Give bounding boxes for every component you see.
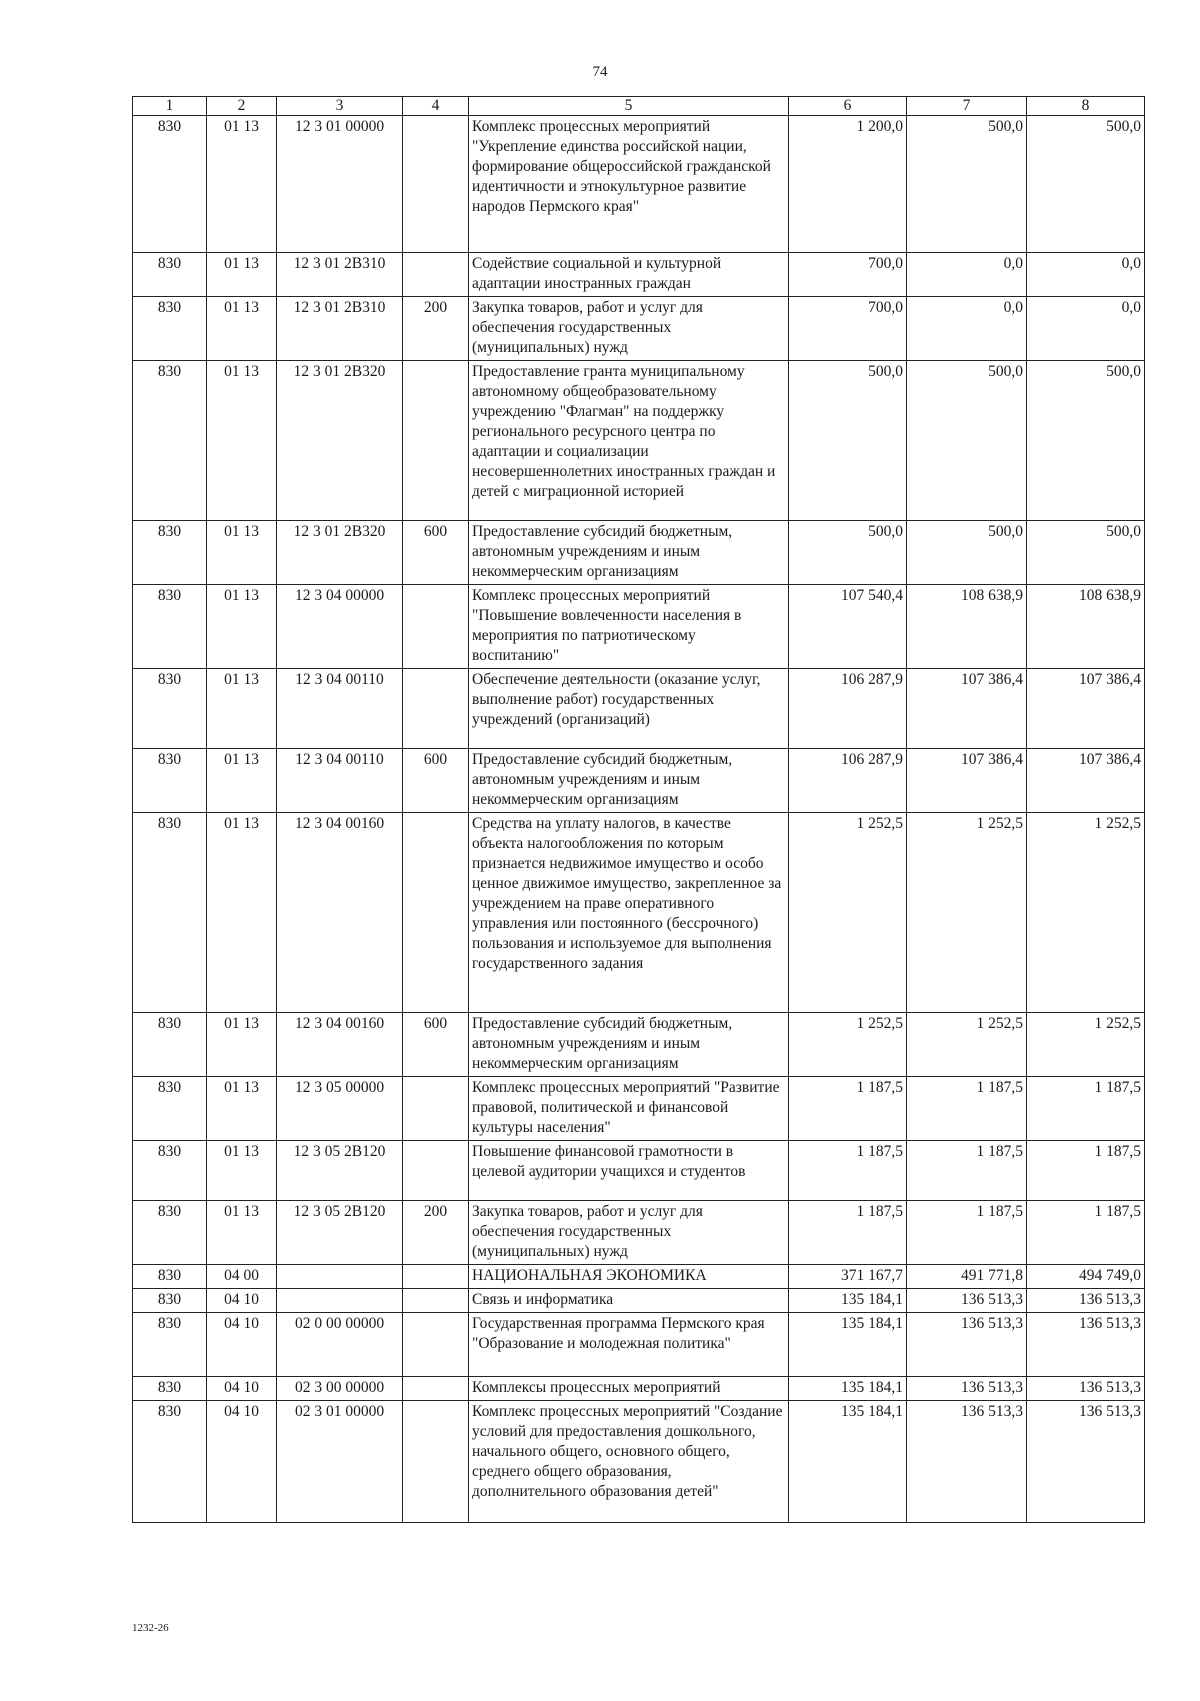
amount-cell-8: 0,0 — [1027, 297, 1145, 361]
admin-code-cell: 830 — [133, 1141, 207, 1201]
amount-cell-6: 1 252,5 — [789, 813, 907, 1013]
table-row — [133, 1201, 1145, 1265]
table-row — [133, 1265, 1145, 1289]
section-code-cell: 01 13 — [207, 1141, 277, 1201]
amount-cell-8: 500,0 — [1027, 116, 1145, 253]
section-code-cell: 01 13 — [207, 1077, 277, 1141]
amount-cell-8: 108 638,9 — [1027, 585, 1145, 669]
amount-cell-6: 107 540,4 — [789, 585, 907, 669]
expense-type-cell — [403, 253, 469, 297]
amount-cell-8: 1 252,5 — [1027, 813, 1145, 1013]
amount-cell-6: 1 252,5 — [789, 1013, 907, 1077]
amount-cell-7: 500,0 — [907, 361, 1027, 521]
table-row — [133, 361, 1145, 521]
expense-type-cell — [403, 1377, 469, 1401]
table-row — [133, 749, 1145, 813]
amount-cell-6: 371 167,7 — [789, 1265, 907, 1289]
admin-code-cell: 830 — [133, 669, 207, 749]
target-code-cell: 12 3 01 2В310 — [277, 253, 403, 297]
description-cell: Обеспечение деятельности (оказание услуг, выполнение работ) государственных учреждений (организаций) — [469, 669, 789, 749]
section-code-cell: 01 13 — [207, 361, 277, 521]
table-row — [133, 116, 1145, 253]
admin-code-cell: 830 — [133, 1313, 207, 1377]
amount-cell-8: 0,0 — [1027, 253, 1145, 297]
amount-cell-7: 1 252,5 — [907, 813, 1027, 1013]
section-code-cell: 01 13 — [207, 116, 277, 253]
table-row — [133, 1401, 1145, 1523]
column-header: 2 — [207, 97, 277, 116]
expense-type-cell — [403, 361, 469, 521]
description-cell: Содействие социальной и культурной адаптации иностранных граждан — [469, 253, 789, 297]
description-cell: Предоставление субсидий бюджетным, автономным учреждениям и иным некоммерческим организациям — [469, 1013, 789, 1077]
amount-cell-6: 135 184,1 — [789, 1401, 907, 1523]
amount-cell-6: 1 187,5 — [789, 1077, 907, 1141]
amount-cell-7: 1 187,5 — [907, 1201, 1027, 1265]
amount-cell-6: 1 187,5 — [789, 1141, 907, 1201]
amount-cell-6: 700,0 — [789, 253, 907, 297]
section-code-cell: 04 10 — [207, 1377, 277, 1401]
table-row — [133, 521, 1145, 585]
target-code-cell: 12 3 05 00000 — [277, 1077, 403, 1141]
expense-type-cell: 200 — [403, 297, 469, 361]
amount-cell-7: 136 513,3 — [907, 1313, 1027, 1377]
target-code-cell: 12 3 04 00160 — [277, 813, 403, 1013]
section-code-cell: 01 13 — [207, 585, 277, 669]
target-code-cell: 12 3 04 00110 — [277, 669, 403, 749]
table-header-row — [133, 97, 1145, 116]
section-code-cell: 04 10 — [207, 1313, 277, 1377]
amount-cell-7: 136 513,3 — [907, 1289, 1027, 1313]
amount-cell-8: 136 513,3 — [1027, 1313, 1145, 1377]
section-code-cell: 01 13 — [207, 749, 277, 813]
amount-cell-6: 135 184,1 — [789, 1313, 907, 1377]
target-code-cell: 02 3 01 00000 — [277, 1401, 403, 1523]
table-row — [133, 585, 1145, 669]
table-body — [133, 116, 1145, 1523]
expense-type-cell — [403, 1141, 469, 1201]
section-code-cell: 01 13 — [207, 669, 277, 749]
budget-table — [132, 96, 1145, 1523]
target-code-cell: 12 3 05 2В120 — [277, 1201, 403, 1265]
admin-code-cell: 830 — [133, 361, 207, 521]
column-header: 3 — [277, 97, 403, 116]
table-row — [133, 297, 1145, 361]
section-code-cell: 04 10 — [207, 1401, 277, 1523]
amount-cell-6: 1 200,0 — [789, 116, 907, 253]
admin-code-cell: 830 — [133, 1201, 207, 1265]
amount-cell-8: 1 187,5 — [1027, 1201, 1145, 1265]
target-code-cell: 12 3 01 00000 — [277, 116, 403, 253]
section-code-cell: 01 13 — [207, 521, 277, 585]
table-row — [133, 1313, 1145, 1377]
expense-type-cell — [403, 585, 469, 669]
table-row — [133, 669, 1145, 749]
amount-cell-7: 107 386,4 — [907, 669, 1027, 749]
target-code-cell: 12 3 04 00000 — [277, 585, 403, 669]
amount-cell-8: 1 187,5 — [1027, 1141, 1145, 1201]
expense-type-cell: 600 — [403, 521, 469, 585]
table-row — [133, 1289, 1145, 1313]
amount-cell-6: 106 287,9 — [789, 669, 907, 749]
admin-code-cell: 830 — [133, 297, 207, 361]
admin-code-cell: 830 — [133, 1289, 207, 1313]
table-row — [133, 253, 1145, 297]
amount-cell-7: 1 187,5 — [907, 1077, 1027, 1141]
amount-cell-8: 494 749,0 — [1027, 1265, 1145, 1289]
description-cell: НАЦИОНАЛЬНАЯ ЭКОНОМИКА — [469, 1265, 789, 1289]
description-cell: Средства на уплату налогов, в качестве объекта налогообложения по которым признается недвижимое имущество и особо ценное движимое имущество, закрепленное за учреждением на праве оперативного управления или постоянного (бессрочного) пользования и используемое для выполнения государственного задания — [469, 813, 789, 1013]
column-header: 7 — [907, 97, 1027, 116]
admin-code-cell: 830 — [133, 521, 207, 585]
description-cell: Связь и информатика — [469, 1289, 789, 1313]
admin-code-cell: 830 — [133, 749, 207, 813]
amount-cell-6: 500,0 — [789, 361, 907, 521]
admin-code-cell: 830 — [133, 1077, 207, 1141]
expense-type-cell — [403, 1265, 469, 1289]
target-code-cell: 12 3 01 2В320 — [277, 361, 403, 521]
amount-cell-7: 136 513,3 — [907, 1401, 1027, 1523]
column-header: 6 — [789, 97, 907, 116]
description-cell: Комплекс процессных мероприятий "Развитие правовой, политической и финансовой культуры населения" — [469, 1077, 789, 1141]
table-row — [133, 1377, 1145, 1401]
column-header: 1 — [133, 97, 207, 116]
amount-cell-8: 107 386,4 — [1027, 749, 1145, 813]
amount-cell-7: 136 513,3 — [907, 1377, 1027, 1401]
admin-code-cell: 830 — [133, 813, 207, 1013]
expense-type-cell: 200 — [403, 1201, 469, 1265]
expense-type-cell — [403, 1077, 469, 1141]
amount-cell-7: 0,0 — [907, 253, 1027, 297]
description-cell: Закупка товаров, работ и услуг для обеспечения государственных (муниципальных) нужд — [469, 297, 789, 361]
description-cell: Комплекс процессных мероприятий "Укрепление единства российской нации, формирование общероссийской гражданской идентичности и этнокультурное развитие народов Пермского края" — [469, 116, 789, 253]
description-cell: Предоставление субсидий бюджетным, автономным учреждениям и иным некоммерческим организациям — [469, 521, 789, 585]
admin-code-cell: 830 — [133, 116, 207, 253]
amount-cell-8: 500,0 — [1027, 521, 1145, 585]
section-code-cell: 04 10 — [207, 1289, 277, 1313]
amount-cell-7: 1 187,5 — [907, 1141, 1027, 1201]
amount-cell-8: 1 252,5 — [1027, 1013, 1145, 1077]
table-row — [133, 813, 1145, 1013]
amount-cell-6: 106 287,9 — [789, 749, 907, 813]
expense-type-cell — [403, 669, 469, 749]
section-code-cell: 01 13 — [207, 253, 277, 297]
description-cell: Комплекс процессных мероприятий "Создание условий для предоставления дошкольного, начального общего, основного общего, среднего общего образования, дополнительного образования детей" — [469, 1401, 789, 1523]
amount-cell-7: 500,0 — [907, 116, 1027, 253]
target-code-cell — [277, 1289, 403, 1313]
table-row — [133, 1013, 1145, 1077]
description-cell: Предоставление гранта муниципальному автономному общеобразовательному учреждению "Флагман" на поддержку регионального ресурсного центра по адаптации и социализации несовершеннолетних иностранных граждан и детей с миграционной историей — [469, 361, 789, 521]
target-code-cell: 12 3 04 00110 — [277, 749, 403, 813]
admin-code-cell: 830 — [133, 1265, 207, 1289]
target-code-cell: 12 3 01 2В320 — [277, 521, 403, 585]
expense-type-cell — [403, 1289, 469, 1313]
admin-code-cell: 830 — [133, 1401, 207, 1523]
expense-type-cell — [403, 1313, 469, 1377]
amount-cell-6: 1 187,5 — [789, 1201, 907, 1265]
column-header: 4 — [403, 97, 469, 116]
target-code-cell: 02 0 00 00000 — [277, 1313, 403, 1377]
expense-type-cell — [403, 116, 469, 253]
amount-cell-8: 136 513,3 — [1027, 1289, 1145, 1313]
amount-cell-6: 135 184,1 — [789, 1377, 907, 1401]
description-cell: Предоставление субсидий бюджетным, автономным учреждениям и иным некоммерческим организациям — [469, 749, 789, 813]
table-row — [133, 1077, 1145, 1141]
target-code-cell: 02 3 00 00000 — [277, 1377, 403, 1401]
footer-code: 1232-26 — [132, 1622, 169, 1634]
expense-type-cell: 600 — [403, 1013, 469, 1077]
admin-code-cell: 830 — [133, 1013, 207, 1077]
amount-cell-8: 136 513,3 — [1027, 1401, 1145, 1523]
expense-type-cell: 600 — [403, 749, 469, 813]
section-code-cell: 01 13 — [207, 813, 277, 1013]
description-cell: Повышение финансовой грамотности в целевой аудитории учащихся и студентов — [469, 1141, 789, 1201]
amount-cell-7: 0,0 — [907, 297, 1027, 361]
section-code-cell: 04 00 — [207, 1265, 277, 1289]
amount-cell-7: 108 638,9 — [907, 585, 1027, 669]
amount-cell-7: 107 386,4 — [907, 749, 1027, 813]
expense-type-cell — [403, 813, 469, 1013]
description-cell: Государственная программа Пермского края "Образование и молодежная политика" — [469, 1313, 789, 1377]
table-row — [133, 1141, 1145, 1201]
amount-cell-6: 700,0 — [789, 297, 907, 361]
description-cell: Закупка товаров, работ и услуг для обеспечения государственных (муниципальных) нужд — [469, 1201, 789, 1265]
amount-cell-8: 500,0 — [1027, 361, 1145, 521]
amount-cell-7: 1 252,5 — [907, 1013, 1027, 1077]
target-code-cell — [277, 1265, 403, 1289]
amount-cell-8: 107 386,4 — [1027, 669, 1145, 749]
expense-type-cell — [403, 1401, 469, 1523]
amount-cell-8: 1 187,5 — [1027, 1077, 1145, 1141]
column-header: 5 — [469, 97, 789, 116]
section-code-cell: 01 13 — [207, 1201, 277, 1265]
column-header: 8 — [1027, 97, 1145, 116]
admin-code-cell: 830 — [133, 1377, 207, 1401]
target-code-cell: 12 3 05 2В120 — [277, 1141, 403, 1201]
description-cell: Комплекс процессных мероприятий "Повышение вовлеченности населения в мероприятия по патриотическому воспитанию" — [469, 585, 789, 669]
page-number: 74 — [592, 64, 608, 80]
admin-code-cell: 830 — [133, 585, 207, 669]
target-code-cell: 12 3 04 00160 — [277, 1013, 403, 1077]
section-code-cell: 01 13 — [207, 1013, 277, 1077]
section-code-cell: 01 13 — [207, 297, 277, 361]
amount-cell-6: 135 184,1 — [789, 1289, 907, 1313]
admin-code-cell: 830 — [133, 253, 207, 297]
target-code-cell: 12 3 01 2В310 — [277, 297, 403, 361]
amount-cell-6: 500,0 — [789, 521, 907, 585]
amount-cell-7: 500,0 — [907, 521, 1027, 585]
amount-cell-8: 136 513,3 — [1027, 1377, 1145, 1401]
description-cell: Комплексы процессных мероприятий — [469, 1377, 789, 1401]
amount-cell-7: 491 771,8 — [907, 1265, 1027, 1289]
